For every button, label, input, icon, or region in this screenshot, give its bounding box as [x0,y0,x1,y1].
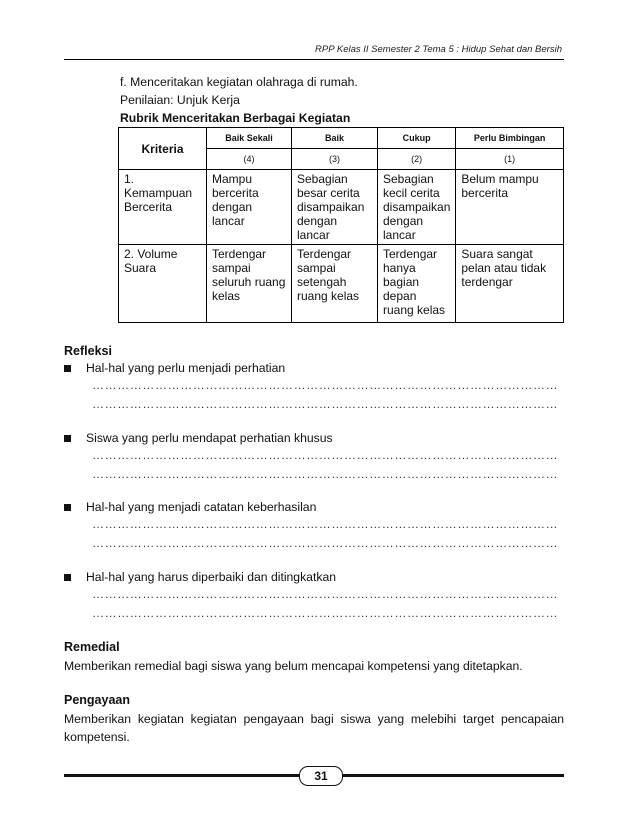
rubric-cell: Mampu bercerita dengan lancar [207,170,292,245]
refleksi-item-label: Hal-hal yang menjadi catatan keberhasilan [86,500,317,514]
remedial-title: Remedial [64,640,120,654]
level-label: Baik [292,128,378,149]
rubric-title: Rubrik Menceritakan Berbagai Kegiatan [120,111,351,125]
blank-line: ………………………………………………………………………………………………… [92,399,559,409]
refleksi-item-label: Hal-hal yang harus diperbaiki dan ditingkatkan [86,570,336,584]
assessment-text: Penilaian: Unjuk Kerja [120,93,240,107]
refleksi-item-label: Hal-hal yang perlu menjadi perhatian [86,361,286,375]
level-label: Perlu Bimbingan [456,128,564,149]
rubric-cell: Terdengar hanya bagian depan ruang kelas [378,245,456,323]
rubric-cell: Suara sangat pelan atau tidak terdengar [456,245,564,323]
bullet-square-icon [64,435,71,442]
level-score: (4) [207,149,292,170]
level-score: (2) [378,149,456,170]
footer-rule-left [64,774,300,777]
footer-rule-right [340,774,564,777]
rubric-cell: Terdengar sampai setengah ruang kelas [292,245,378,323]
blank-line: ………………………………………………………………………………………………… [92,469,559,479]
blank-line: ………………………………………………………………………………………………… [92,519,559,529]
page-number: 31 [299,766,343,786]
activity-text: f. Menceritakan kegiatan olahraga di rumah. [120,75,358,89]
blank-line: ………………………………………………………………………………………………… [92,538,559,548]
rubric-row [119,245,564,323]
level-label: Cukup [378,128,456,149]
rubric-cell: Belum mampu bercerita [456,170,564,245]
bullet-square-icon [64,574,71,581]
blank-line: ………………………………………………………………………………………………… [92,450,559,460]
running-header: RPP Kelas II Semester 2 Tema 5 : Hidup Sehat dan Bersih [315,44,562,55]
blank-line: ………………………………………………………………………………………………… [92,589,559,599]
bullet-square-icon [64,504,71,511]
rubric-cell: Sebagian besar cerita disampaikan dengan lancar [292,170,378,245]
header-rule [64,59,564,60]
criterion-cell: 2. Volume Suara [119,245,207,323]
rubric-header-row [119,128,564,149]
refleksi-item [64,500,316,514]
rubric-row [119,170,564,245]
level-score: (3) [292,149,378,170]
rubric-cell: Sebagian kecil cerita disampaikan dengan lancar [378,170,456,245]
refleksi-title: Refleksi [64,344,112,358]
refleksi-item [64,431,333,445]
pengayaan-text: Memberikan kegiatan kegiatan pengayaan bagi siswa yang melebihi target pencapaian kompetensi. [64,712,564,744]
level-score: (1) [456,149,564,170]
bullet-square-icon [64,365,71,372]
level-label: Baik Sekali [207,128,292,149]
refleksi-item-label: Siswa yang perlu mendapat perhatian khusus [86,431,333,445]
refleksi-item [64,361,285,375]
rubric-table [118,127,564,323]
rubric-cell: Terdengar sampai seluruh ruang kelas [207,245,292,323]
criteria-header: Kriteria [119,128,207,170]
blank-line: ………………………………………………………………………………………………… [92,608,559,618]
remedial-text: Memberikan remedial bagi siswa yang belum mencapai kompetensi yang ditetapkan. [64,659,523,673]
pengayaan-title: Pengayaan [64,693,131,707]
refleksi-item [64,570,336,584]
blank-line: ………………………………………………………………………………………………… [92,380,559,390]
criterion-cell: 1. Kemampuan Bercerita [119,170,207,245]
